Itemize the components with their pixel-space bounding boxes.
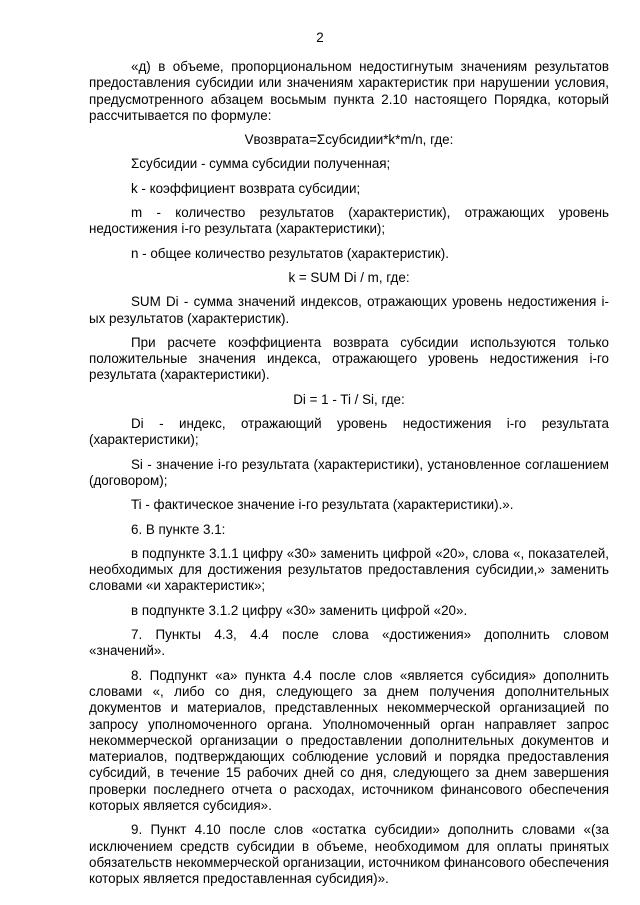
paragraph-item-9: 9. Пункт 4.10 после слов «остатка субсидии» дополнить словами «(за исключением средств субсидии в объеме, необходимом для оплаты принятых обязательств некоммерческой организации, источником финансового обеспечения которых является предоставленная субсидия)».: [89, 822, 610, 887]
paragraph-sum-di: SUM Di - сумма значений индексов, отражающих уровень недостижения i-ых результатов (характеристик).: [89, 294, 609, 326]
paragraph-item-8: 8. Подпункт «а» пункта 4.4 после слов «является субсидия» дополнить словами «, либо со дня, следующего за днем получения дополнительных документов и материалов, представленных некоммерческой организацией по запросу уполномоченного органа. Уполномоченный орган направляет запрос некоммерческой организации о предоставлении дополнительных документов и материалов, подтверждающих соблюдение условий и порядка предоставления субсидий, в течение 15 рабочих дней со дня, следующего за днем завершения проверки последнего отчета о расходах, источником финансового обеспечения которых является субсидия».: [89, 667, 609, 813]
formula-k: k = SUM Di / m, где:: [288, 269, 410, 285]
paragraph-n-definition: n - общее количество результатов (характеристик).: [131, 245, 449, 261]
paragraph-m-definition: m - количество результатов (характеристик), отражающих уровень недостижения i-го результата (характеристики);: [89, 205, 609, 237]
paragraph-subitem-3-1-2: в подпункте 3.1.2 цифру «30» заменить цифрой «20».: [131, 602, 468, 618]
paragraph-ti-definition: Ti - фактическое значение i-го результата (характеристики).».: [131, 497, 514, 513]
formula-v-return: Vвозврата=Σсубсидии*k*m/n, где:: [244, 132, 454, 148]
paragraph-subitem-3-1-1: в подпункте 3.1.1 цифру «30» заменить цифрой «20», слова «, показателей, необходимых для достижения результатов предоставления субсидии,» заменить словами «и характеристик»;: [89, 545, 609, 594]
paragraph-di-definition: Di - индекс, отражающий уровень недостижения i-го результата (характеристики);: [89, 416, 609, 448]
paragraph-sum-subsidy: Σсубсидии - сумма субсидии полученная;: [131, 156, 391, 172]
paragraph-k-definition: k - коэффициент возврата субсидии;: [131, 180, 361, 196]
paragraph-item-6: 6. В пункте 3.1:: [131, 521, 226, 537]
paragraph-d-intro: «д) в объеме, пропорциональном недостигнутым значениям результатов предоставления субсидии или значениям характеристик при нарушении условия, предусмотренного абзацем восьмым пункта 2.10 настоящего Порядка, который рассчитывается по формуле:: [89, 59, 609, 123]
paragraph-item-7: 7. Пункты 4.3, 4.4 после слова «достижения» дополнить словом «значений».: [89, 627, 609, 659]
document-body: [89, 59, 609, 887]
formula-di: Di = 1 - Ti / Si, где:: [293, 391, 405, 407]
paragraph-si-definition: Si - значение i-го результата (характеристики), установленное соглашением (договором);: [89, 456, 609, 488]
paragraph-positive-values: При расчете коэффициента возврата субсидии используются только положительные значения индекса, отражающего уровень недостижения i-го результата (характеристики).: [89, 334, 609, 383]
page-number: 2: [316, 30, 324, 45]
